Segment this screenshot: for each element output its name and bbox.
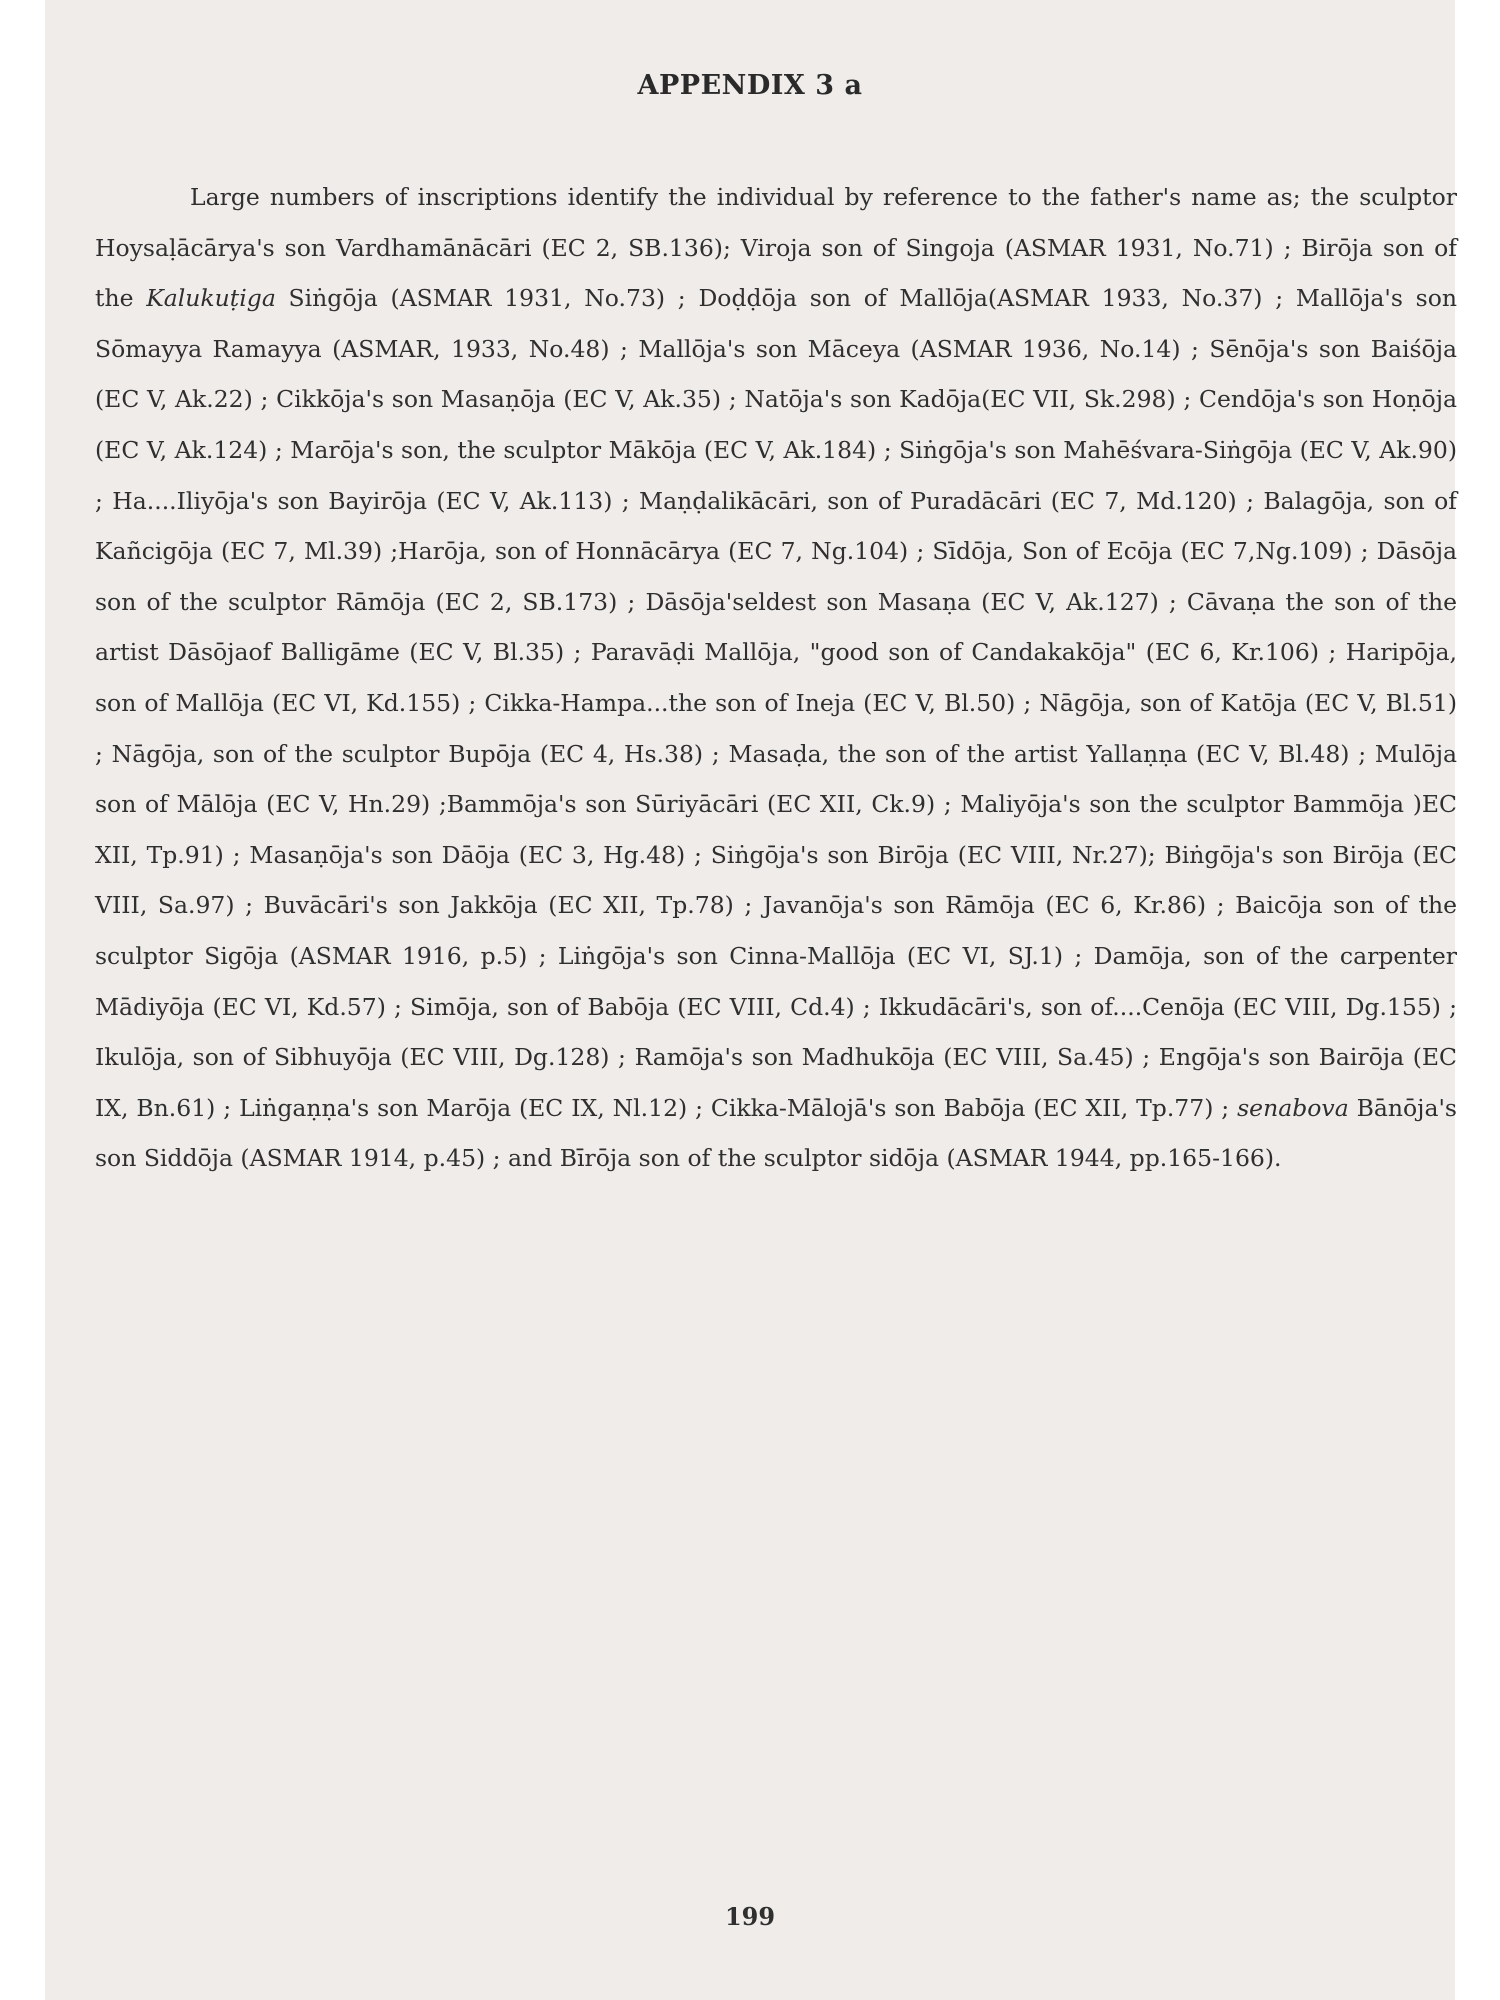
italic-term-kalukutiga: Kalukuṭiga (146, 284, 276, 313)
appendix-heading: APPENDIX 3 a (637, 70, 863, 101)
document-page (45, 0, 1455, 2000)
italic-term-senabova: senabova (1237, 1093, 1349, 1122)
page-number: 199 (724, 1902, 776, 1931)
paragraph-text-part-1: Large numbers of inscriptions identify the individual by reference to the father's name as; the sculptor Hoysaḷācārya's son Vardhamānācāri (EC 2, SB.136); Viroja son of Singoja (ASMAR 1931, No.71) ; Birōja son of the (95, 183, 1457, 313)
paragraph-text-part-3: Bānōja's son Siddōja (ASMAR 1914, p.45) ; and Bīrōja son of the sculptor sidōja (ASMAR 1944, pp.165-166). (95, 1093, 1457, 1173)
paragraph-text-part-2: Siṅgōja (ASMAR 1931, No.73) ; Doḍḍōja son of Mallōja(ASMAR 1933, No.37) ; Mallōja's son Sōmayya Ramayya (ASMAR, 1933, No.48) ; Mallōja's son Māceya (ASMAR 1936, No.14) ; Sēnōja's son Baiśōja (EC V, Ak.22) ; Cikkōja's son Masaṇōja (EC V, Ak.35) ; Natōja's son Kadōja(EC VII, Sk.298) ; Cendōja's son Hoṇōja (EC V, Ak.124) ; Marōja's son, the sculptor Mākōja (EC V, Ak.184) ; Siṅgōja's son Mahēśvara-Siṅgōja (EC V, Ak.90) ; Ha....Iliyōja's son Bayirōja (EC V, Ak.113) ; Maṇḍalikācāri, son of Puradācāri (EC 7, Md.120) ; Balagōja, son of Kañcigōja (EC 7, Ml.39) ;Harōja, son of Honnācārya (EC 7, Ng.104) ; Sīdōja, Son of Ecōja (EC 7,Ng.109) ; Dāsōja son of the sculptor Rāmōja (EC 2, SB.173) ; Dāsōja'seldest son Masaṇa (EC V, Ak.127) ; Cāvaṇa the son of the artist Dāsōjaof Balligāme (EC V, Bl.35) ; Paravāḍi Mallōja, "good son of Candakakōja" (EC 6, Kr.106) ; Haripōja, son of Mallōja (EC VI, Kd.155) ; Cikka-Hampa...the son of Ineja (EC V, Bl.50) ; Nāgōja, son of Katōja (EC V, Bl.51) ; Nāgōja, son of the sculptor Bupōja (EC 4, Hs.38) ; Masaḍa, the son of the artist Yallaṇṇa (EC V, Bl.48) ; Mulōja son of Mālōja (EC V, Hn.29) ;Bammōja's son Sūriyācāri (EC XII, Ck.9) ; Maliyōja's son the sculptor Bammōja )EC XII, Tp.91) ; Masaṇōja's son Dāōja (EC 3, Hg.48) ; Siṅgōja's son Birōja (EC VIII, Nr.27); Biṅgōja's son Birōja (EC VIII, Sa.97) ; Buvācāri's son Jakkōja (EC XII, Tp.78) ; Javanōja's son Rāmōja (EC 6, Kr.86) ; Baicōja son of the sculptor Sigōja (ASMAR 1916, p.5) ; Liṅgōja's son Cinna-Mallōja (EC VI, SJ.1) ; Damōja, son of the carpenter Mādiyōja (EC VI, Kd.57) ; Simōja, son of Babōja (EC VIII, Cd.4) ; Ikkudācāri's, son of....Cenōja (EC VIII, Dg.155) ; Ikulōja, son of Sibhuyōja (EC VIII, Dg.128) ; Ramōja's son Madhukōja (EC VIII, Sa.45) ; Engōja's son Bairōja (EC IX, Bn.61) ; Liṅgaṇṇa's son Marōja (EC IX, Nl.12) ; Cikka-Mālojā's son Babōja (EC XII, Tp.77) ; (95, 284, 1457, 1122)
body-paragraph (95, 172, 1457, 1184)
